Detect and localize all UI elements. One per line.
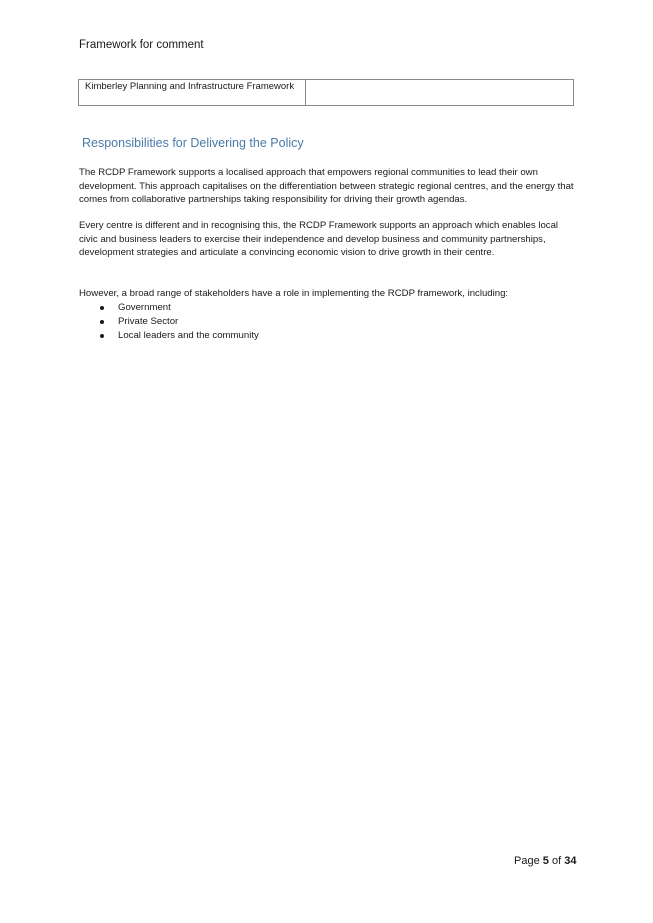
total-pages: 34 <box>564 855 577 867</box>
table-row <box>79 80 574 106</box>
list-item-label: Local leaders and the community <box>118 330 259 341</box>
reference-table <box>78 79 574 106</box>
paragraph-centres: Every centre is different and in recognising this, the RCDP Framework supports an approach which enables local civic and business leaders to exercise their independence and develop business and community partnerships, development strategies and articulate a convincing economic vision to drive growth in their centre. <box>79 220 559 259</box>
current-page: 5 <box>542 855 549 867</box>
table-cell-empty <box>306 80 574 106</box>
list-item-label: Private Sector <box>118 316 179 327</box>
list-item-label: Government <box>118 302 171 313</box>
section-heading: Responsibilities for Delivering the Policy <box>82 136 304 150</box>
stakeholder-list <box>79 301 259 343</box>
of-label: of <box>551 855 562 867</box>
bullet-icon <box>100 306 104 310</box>
bullet-icon <box>100 334 104 338</box>
page-label: Page <box>514 855 540 867</box>
list-item <box>79 329 259 343</box>
bullet-icon <box>100 320 104 324</box>
list-item <box>79 301 259 315</box>
table-cell-name: Kimberley Planning and Infrastructure Framework <box>79 80 306 106</box>
page-number <box>514 855 576 867</box>
list-item <box>79 315 259 329</box>
running-header: Framework for comment <box>79 39 204 51</box>
paragraph-intro: The RCDP Framework supports a localised approach that empowers regional communities to lead their own development. This approach capitalises on the differentiation between strategic regional centres, and the energy that comes from collaborative partnerships taking responsibility for driving their growth agendas. <box>79 167 574 206</box>
paragraph-stakeholders: However, a broad range of stakeholders have a role in implementing the RCDP framework, including: <box>79 288 509 299</box>
